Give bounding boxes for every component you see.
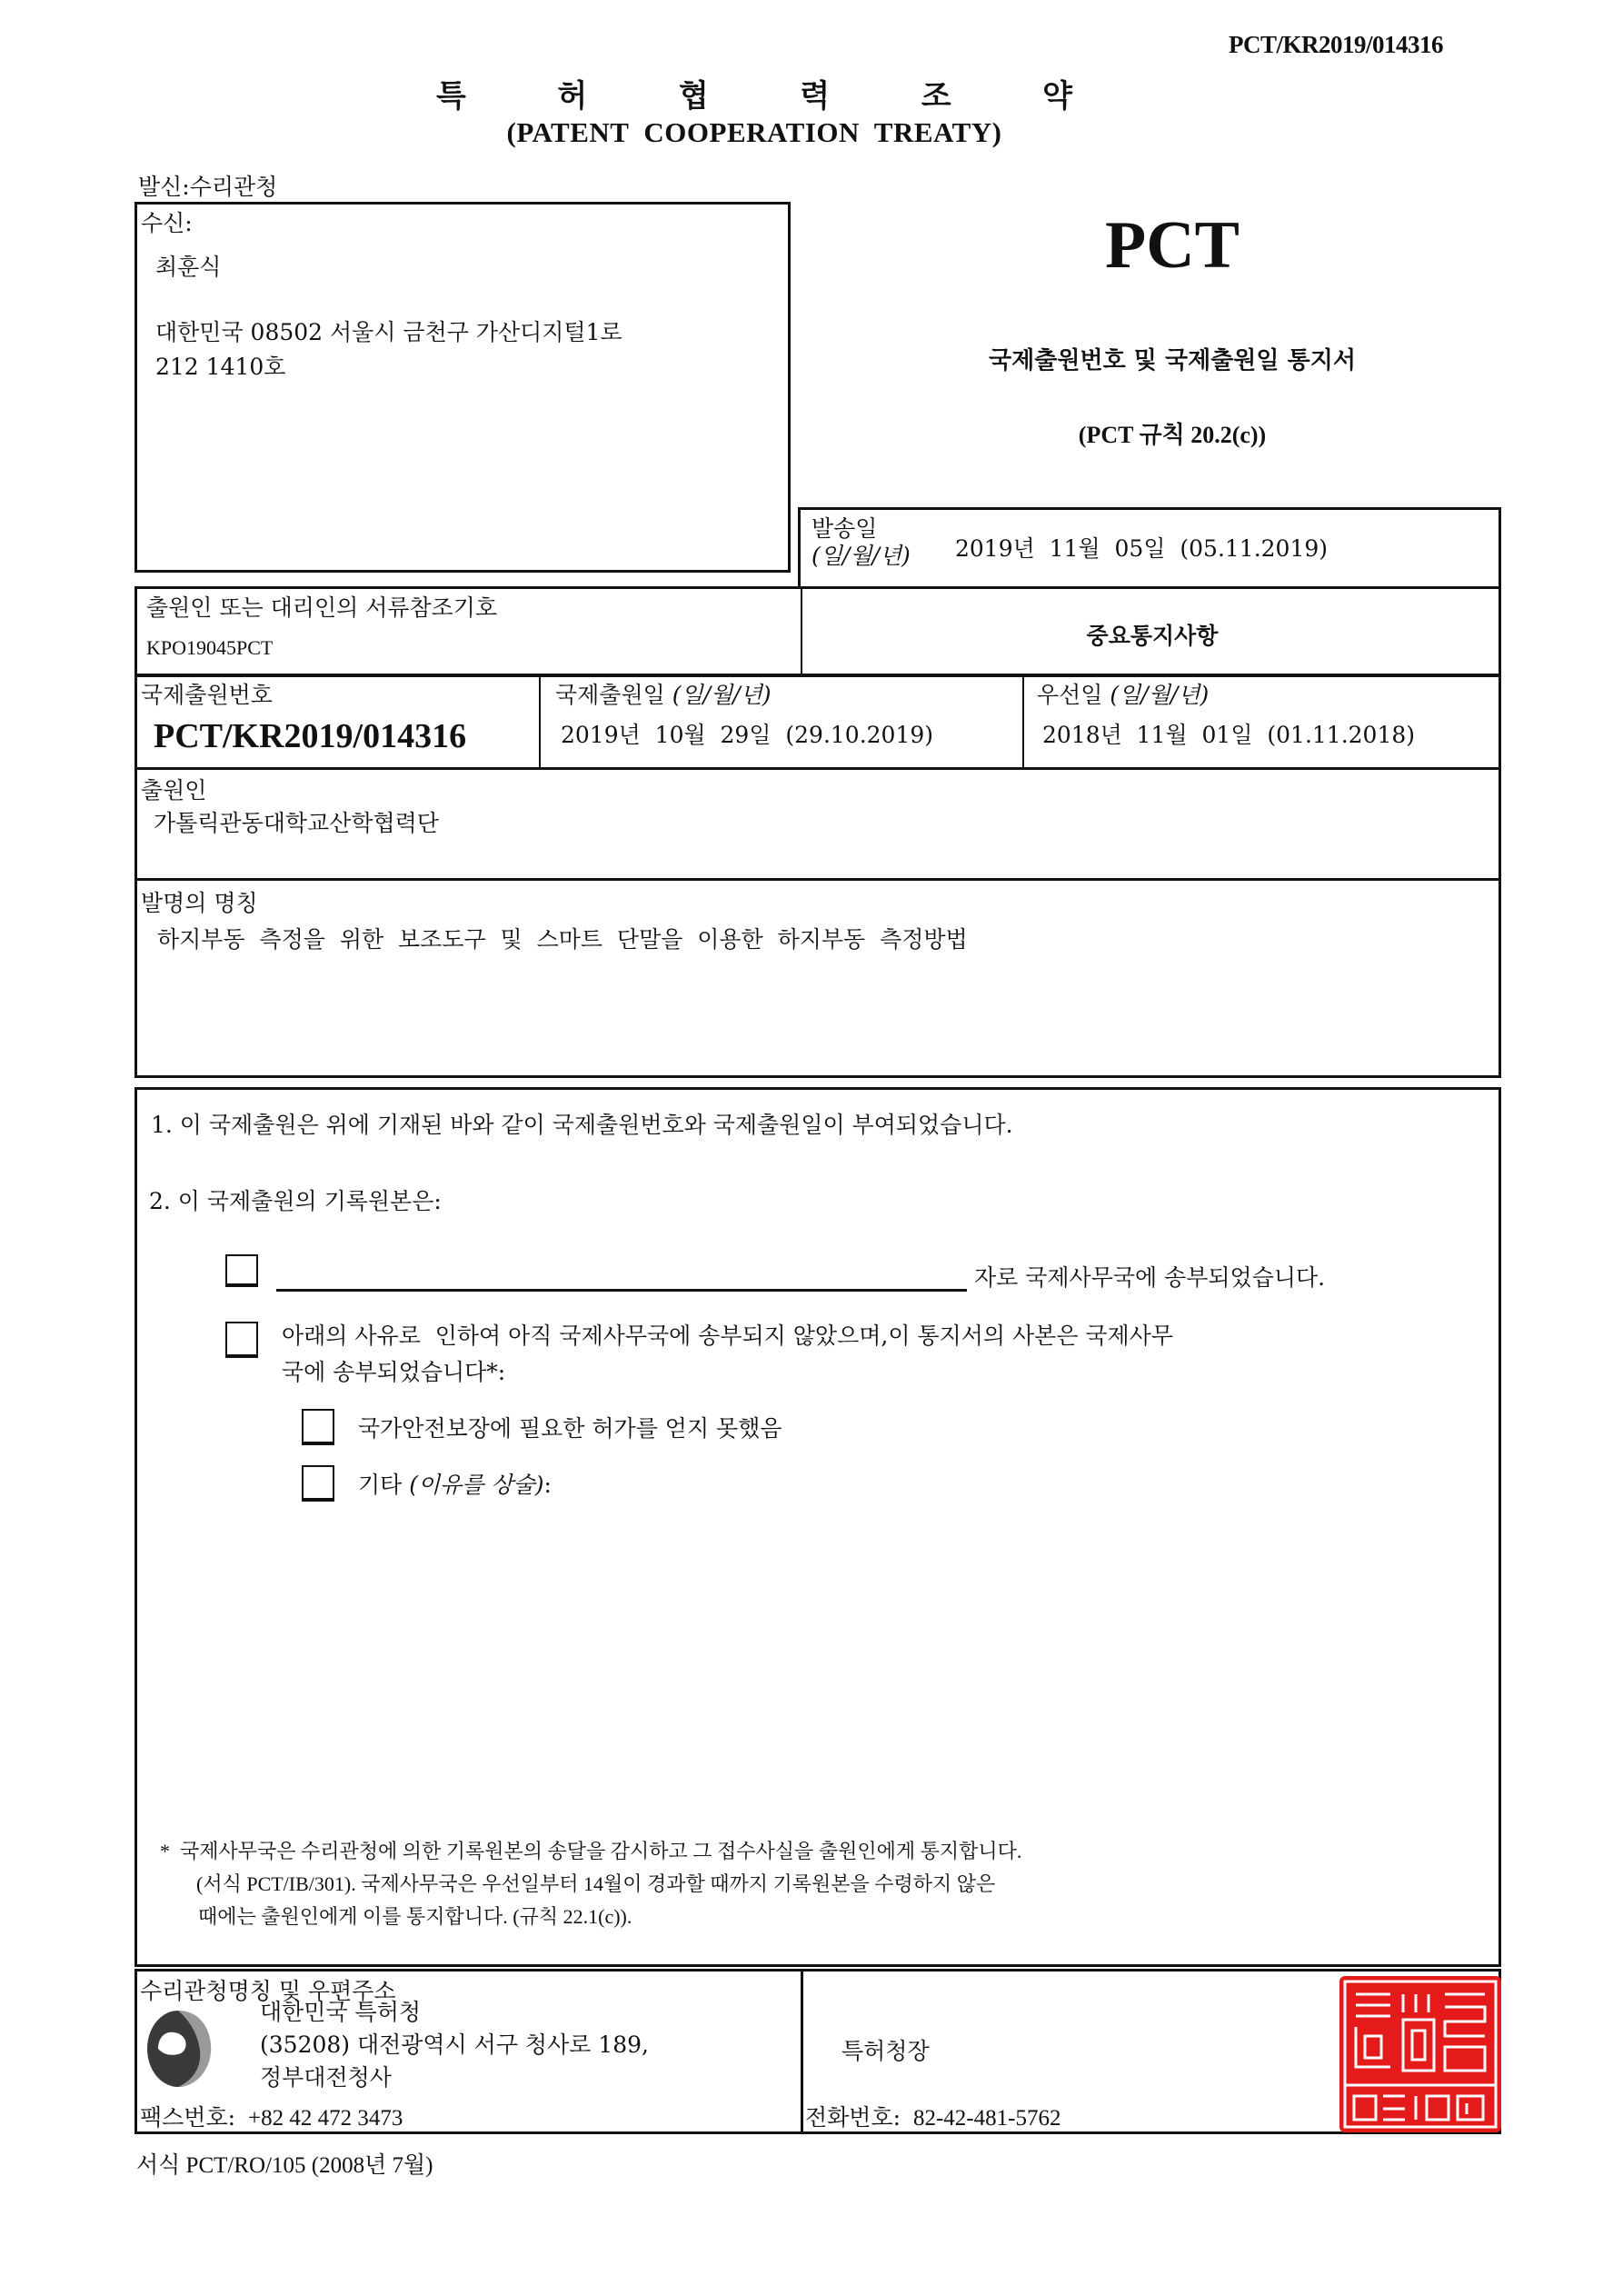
applicant-label: 출원인 [141, 777, 207, 804]
notice-item-2: 2. 이 국제출원의 기록원본은: [149, 1188, 442, 1214]
official-seal-icon [1339, 1976, 1501, 2132]
treaty-title-char: 력 [800, 78, 831, 115]
mailing-date-format: (일/월/년) [812, 543, 911, 569]
treaty-title-char: 조 [921, 78, 951, 115]
priority-date-label [1037, 682, 1209, 709]
checkbox-not-transmitted[interactable] [225, 1322, 258, 1358]
reference-label: 출원인 또는 대리인의 서류참조기호 [146, 594, 498, 621]
office-name: 대한민국 특허청 [260, 1999, 421, 2025]
fax-value: +82 42 472 3473 [247, 2106, 403, 2131]
recipient-label: 수신: [141, 210, 193, 236]
government-emblem-icon [145, 2007, 214, 2089]
footnote-line1: * 국제사무국은 수리관청에 의한 기록원본의 송달을 감시하고 그 접수사실을 출원인에게 통지합니다. [160, 1840, 1022, 1862]
recipient-name: 최훈식 [155, 254, 222, 280]
important-notice-label: 중요통지사항 [1086, 623, 1219, 649]
reason-other-suffix: : [543, 1472, 552, 1498]
fax-label: 팩스번호: [140, 2104, 236, 2131]
checkbox-transmitted[interactable] [225, 1254, 258, 1287]
applicant-box [134, 767, 1501, 881]
checkbox-other-reason[interactable] [302, 1465, 334, 1502]
mailing-date-label: 발송일 [812, 515, 878, 542]
treaty-title-char: 특 [436, 78, 466, 115]
office-address-line2: 정부대전청사 [260, 2064, 392, 2091]
application-divider-1 [539, 676, 541, 767]
recipient-address-line1: 대한민국 08502 서울시 금천구 가산디지털1로 [155, 319, 622, 345]
treaty-title-english: (PATENT COOPERATION TREATY) [506, 116, 1002, 148]
form-code: 서식 PCT/RO/105 (2008년 7월) [136, 2153, 433, 2178]
reason-other-prefix: 기타 [358, 1472, 410, 1498]
invention-title-label: 발명의 명칭 [141, 890, 258, 916]
application-row [134, 674, 1501, 770]
reason-other [358, 1467, 552, 1503]
footnote-line2: (서식 PCT/IB/301). 국제사무국은 우선일부터 14월이 경과할 때까지 기록원본을 수령하지 않은 [196, 1872, 996, 1895]
application-number-value: PCT/KR2019/014316 [154, 717, 467, 755]
mailing-date-value: 2019년 11월 05일 (05.11.2019) [955, 535, 1329, 562]
recipient-address-line2: 212 1410호 [155, 354, 286, 380]
invention-title-box [134, 878, 1501, 1078]
transmit-date-blank [276, 1289, 967, 1292]
phone-value: 82-42-481-5762 [912, 2106, 1061, 2131]
option-transmitted-text: 자로 국제사무국에 송부되었습니다. [974, 1264, 1326, 1291]
filing-date-format: (일/월/년) [672, 682, 772, 708]
phone-label: 전화번호: [805, 2104, 901, 2131]
signatory: 특허청장 [841, 2038, 930, 2064]
rule-reference: (PCT 규칙 20.2(c)) [1078, 422, 1267, 448]
priority-date-label-text: 우선일 [1037, 682, 1103, 708]
reference-row [134, 586, 1501, 677]
application-number-label: 국제출원번호 [141, 682, 273, 708]
treaty-title-char: 협 [678, 78, 709, 115]
applicant-value: 가톨릭관동대학교산학협력단 [154, 810, 439, 836]
office-divider [801, 1972, 803, 2131]
office-address-line1: (35208) 대전광역시 서구 청사로 189, [260, 2031, 649, 2058]
form-title: 국제출원번호 및 국제출원일 통지서 [989, 347, 1356, 374]
sender-label: 발신:수리관청 [138, 174, 278, 200]
pct-heading: PCT [1105, 208, 1240, 283]
recipient-box [134, 202, 791, 573]
filing-date-value: 2019년 10월 29일 (29.10.2019) [561, 722, 934, 748]
treaty-title-char: 약 [1042, 78, 1072, 115]
reason-security-clearance: 국가안전보장에 필요한 허가를 얻지 못했음 [358, 1415, 782, 1442]
phone-row [805, 2100, 1060, 2132]
option-not-transmitted-line1: 아래의 사유로 인하여 아직 국제사무국에 송부되지 않았으며,이 통지서의 사본은 국제사무 [282, 1323, 1173, 1349]
notice-item-1: 1. 이 국제출원은 위에 기재된 바와 같이 국제출원번호와 국제출원일이 부여되었습니다. [151, 1112, 1013, 1138]
application-divider-2 [1022, 676, 1024, 767]
treaty-title-korean [436, 71, 1072, 115]
option-not-transmitted-line2: 국에 송부되었습니다*: [282, 1359, 506, 1385]
reference-value: KPO19045PCT [146, 636, 274, 659]
top-application-reference: PCT/KR2019/014316 [1229, 31, 1444, 58]
invention-title-value: 하지부동 측정을 위한 보조도구 및 스마트 단말을 이용한 하지부동 측정방법 [157, 926, 968, 953]
priority-date-format: (일/월/년) [1110, 682, 1210, 708]
reason-other-italic: (이유를 상술) [409, 1472, 544, 1498]
treaty-title-char: 허 [557, 78, 588, 115]
priority-date-value: 2018년 11월 01일 (01.11.2018) [1042, 722, 1416, 748]
filing-date-label-text: 국제출원일 [555, 682, 665, 708]
fax-row [140, 2100, 403, 2132]
checkbox-security-clearance[interactable] [302, 1409, 334, 1445]
office-label: 수리관청명칭 및 우편주소 [140, 1978, 396, 2004]
filing-date-label [555, 682, 772, 709]
footnote-line3: 때에는 출원인에게 이를 통지합니다. (규칙 22.1(c)). [198, 1905, 632, 1928]
mailing-date-box [798, 507, 1501, 589]
